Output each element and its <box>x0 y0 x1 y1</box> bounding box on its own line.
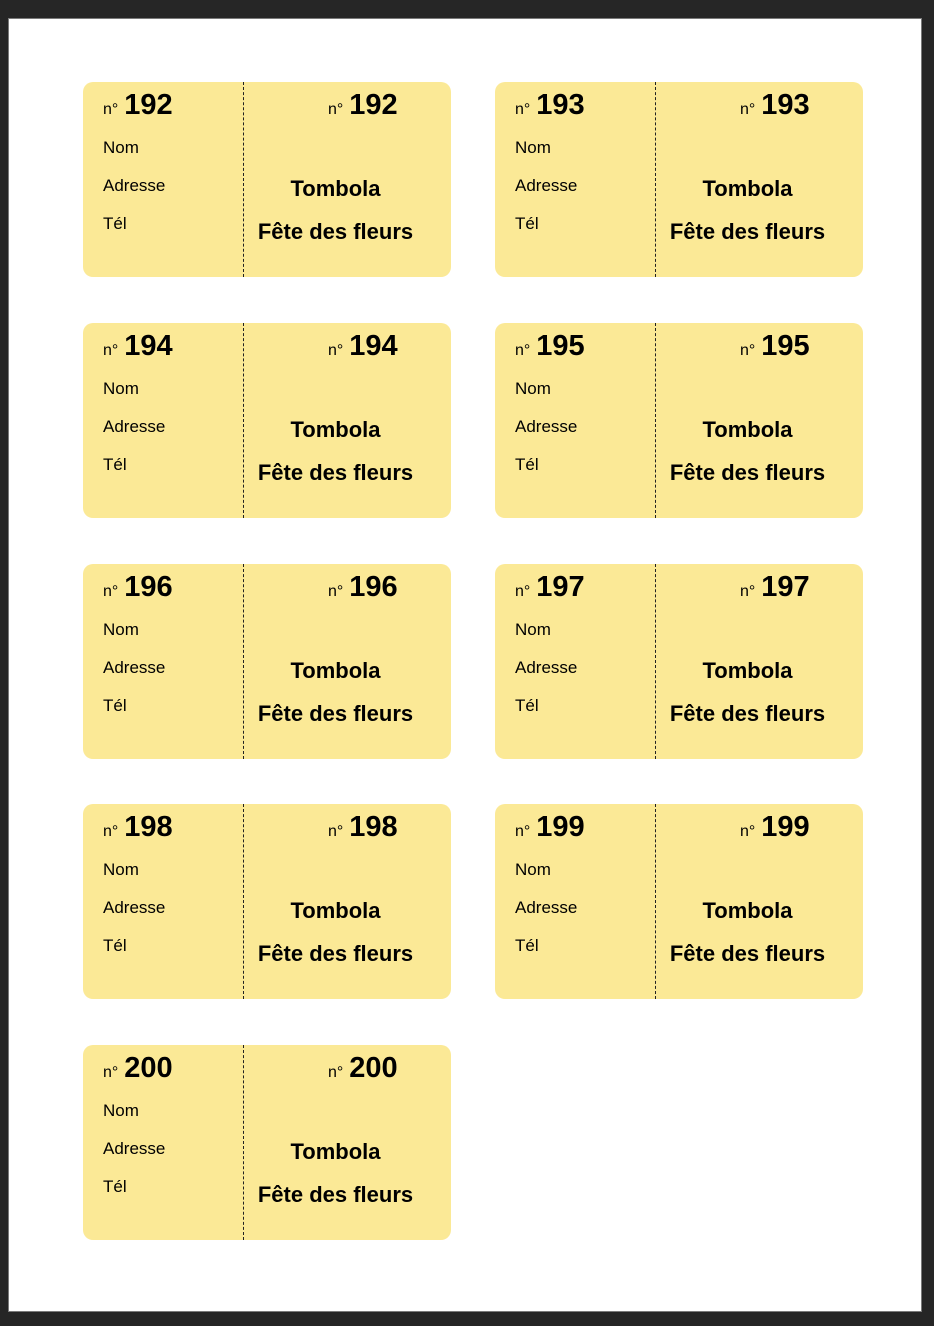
ticket-stub <box>495 804 656 999</box>
ticket-number: 199 <box>761 811 810 843</box>
phone-label: Tél <box>103 1177 127 1196</box>
address-label: Adresse <box>103 1139 166 1158</box>
document-page <box>8 18 922 1312</box>
ticket-main <box>244 82 451 277</box>
address-label: Adresse <box>515 898 578 917</box>
ticket-number: 194 <box>124 330 173 362</box>
address-label: Adresse <box>103 658 166 677</box>
number-prefix: n° <box>328 583 344 600</box>
stub-number-line <box>103 813 173 842</box>
ticket-event: Fête des fleurs <box>669 941 826 966</box>
address-label: Adresse <box>515 417 578 436</box>
address-label: Adresse <box>103 176 166 195</box>
main-number-line <box>740 573 810 602</box>
ticket-title: Tombola <box>290 658 381 683</box>
address-label: Adresse <box>103 898 166 917</box>
ticket-number: 198 <box>124 811 173 843</box>
name-label: Nom <box>103 620 139 639</box>
ticket-event: Fête des fleurs <box>257 1182 414 1207</box>
number-prefix: n° <box>103 823 119 840</box>
ticket-number: 197 <box>536 571 585 603</box>
stub-number-line <box>103 573 173 602</box>
ticket-event: Fête des fleurs <box>669 460 826 485</box>
ticket-title: Tombola <box>702 417 793 442</box>
ticket-stub <box>495 564 656 759</box>
ticket-stub <box>83 564 244 759</box>
main-number-line <box>740 332 810 361</box>
main-number-line <box>328 332 398 361</box>
name-label: Nom <box>103 860 139 879</box>
number-prefix: n° <box>740 823 756 840</box>
ticket-event: Fête des fleurs <box>257 701 414 726</box>
stub-number-line <box>103 91 173 120</box>
ticket-number: 193 <box>761 89 810 121</box>
ticket-main <box>244 323 451 518</box>
main-number-line <box>328 813 398 842</box>
stub-number-line <box>515 91 585 120</box>
number-prefix: n° <box>103 583 119 600</box>
ticket-title: Tombola <box>290 417 381 442</box>
name-label: Nom <box>103 138 139 157</box>
phone-label: Tél <box>515 936 539 955</box>
ticket-event: Fête des fleurs <box>669 219 826 244</box>
ticket-number: 200 <box>349 1052 398 1084</box>
ticket-title: Tombola <box>290 176 381 201</box>
raffle-ticket <box>495 804 863 999</box>
phone-label: Tél <box>103 696 127 715</box>
number-prefix: n° <box>740 342 756 359</box>
ticket-stub <box>495 82 656 277</box>
stub-number-line <box>103 1054 173 1083</box>
stub-number-line <box>515 813 585 842</box>
phone-label: Tél <box>515 455 539 474</box>
ticket-stub <box>83 804 244 999</box>
number-prefix: n° <box>515 342 531 359</box>
ticket-number: 192 <box>124 89 173 121</box>
raffle-ticket <box>83 82 451 277</box>
stub-number-line <box>103 332 173 361</box>
ticket-stub <box>83 1045 244 1240</box>
stub-number-line <box>515 332 585 361</box>
ticket-main <box>656 804 863 999</box>
name-label: Nom <box>103 379 139 398</box>
raffle-ticket <box>83 564 451 759</box>
ticket-title: Tombola <box>702 176 793 201</box>
ticket-number: 192 <box>349 89 398 121</box>
number-prefix: n° <box>515 101 531 118</box>
raffle-ticket <box>83 1045 451 1240</box>
ticket-title: Tombola <box>702 658 793 683</box>
phone-label: Tél <box>103 214 127 233</box>
raffle-ticket <box>83 323 451 518</box>
address-label: Adresse <box>103 417 166 436</box>
number-prefix: n° <box>103 1064 119 1081</box>
ticket-title: Tombola <box>702 898 793 923</box>
ticket-number: 200 <box>124 1052 173 1084</box>
main-number-line <box>740 813 810 842</box>
name-label: Nom <box>103 1101 139 1120</box>
ticket-main <box>656 82 863 277</box>
raffle-ticket <box>495 323 863 518</box>
ticket-number: 195 <box>761 330 810 362</box>
ticket-event: Fête des fleurs <box>257 460 414 485</box>
ticket-event: Fête des fleurs <box>257 219 414 244</box>
name-label: Nom <box>515 379 551 398</box>
stub-number-line <box>515 573 585 602</box>
number-prefix: n° <box>328 1064 344 1081</box>
number-prefix: n° <box>103 101 119 118</box>
main-number-line <box>328 573 398 602</box>
raffle-ticket <box>495 82 863 277</box>
number-prefix: n° <box>740 101 756 118</box>
name-label: Nom <box>515 138 551 157</box>
ticket-main <box>656 564 863 759</box>
ticket-number: 196 <box>349 571 398 603</box>
raffle-ticket <box>83 804 451 999</box>
ticket-main <box>244 564 451 759</box>
raffle-ticket <box>495 564 863 759</box>
main-number-line <box>740 91 810 120</box>
ticket-stub <box>495 323 656 518</box>
ticket-number: 198 <box>349 811 398 843</box>
address-label: Adresse <box>515 658 578 677</box>
main-number-line <box>328 1054 398 1083</box>
ticket-number: 199 <box>536 811 585 843</box>
phone-label: Tél <box>103 936 127 955</box>
ticket-number: 194 <box>349 330 398 362</box>
ticket-event: Fête des fleurs <box>669 701 826 726</box>
ticket-title: Tombola <box>290 1139 381 1164</box>
ticket-main <box>656 323 863 518</box>
number-prefix: n° <box>328 342 344 359</box>
ticket-title: Tombola <box>290 898 381 923</box>
name-label: Nom <box>515 860 551 879</box>
ticket-number: 197 <box>761 571 810 603</box>
number-prefix: n° <box>515 583 531 600</box>
number-prefix: n° <box>103 342 119 359</box>
ticket-event: Fête des fleurs <box>257 941 414 966</box>
ticket-main <box>244 804 451 999</box>
ticket-stub <box>83 82 244 277</box>
phone-label: Tél <box>515 696 539 715</box>
ticket-stub <box>83 323 244 518</box>
number-prefix: n° <box>515 823 531 840</box>
ticket-number: 196 <box>124 571 173 603</box>
address-label: Adresse <box>515 176 578 195</box>
phone-label: Tél <box>103 455 127 474</box>
ticket-number: 193 <box>536 89 585 121</box>
phone-label: Tél <box>515 214 539 233</box>
ticket-main <box>244 1045 451 1240</box>
ticket-number: 195 <box>536 330 585 362</box>
number-prefix: n° <box>740 583 756 600</box>
name-label: Nom <box>515 620 551 639</box>
number-prefix: n° <box>328 823 344 840</box>
number-prefix: n° <box>328 101 344 118</box>
main-number-line <box>328 91 398 120</box>
